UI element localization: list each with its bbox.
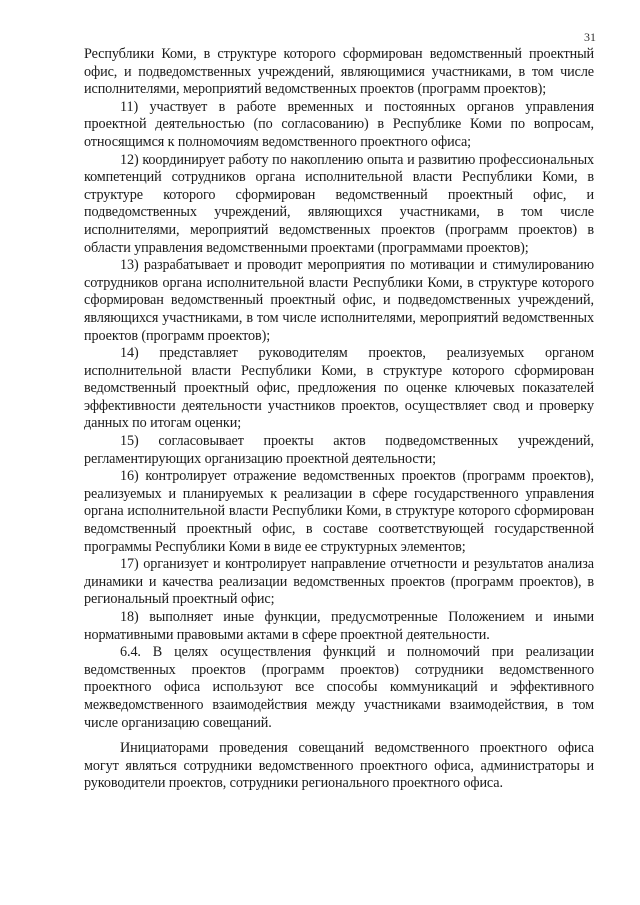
paragraph-item-11: 11) участвует в работе временных и постоянных органов управления проектной деятельностью (по согласованию) в Республике Коми по вопросам, относящимся к полномочиям ведомственного проектного офиса; [84,98,594,150]
paragraph-item-18: 18) выполняет иные функции, предусмотренные Положением и иными нормативными правовыми актами в сфере проектной деятельности. [84,609,594,643]
paragraph-item-15: 15) согласовывает проекты актов подведомственных учреждений, регламентирующих организацию проектной деятельности; [84,433,594,467]
paragraph-meeting-initiators: Инициаторами проведения совещаний ведомственного проектного офиса могут являться сотрудники ведомственного проектного офиса, администраторы и руководители проектов, сотрудники регионального проектного офиса. [84,740,594,792]
paragraph-section-6-4: 6.4. В целях осуществления функций и полномочий при реализации ведомственных проектов (программ проектов) сотрудники ведомственного проектного офиса используют все способы коммуникаций и эффективного межведомственного взаимодействия между участниками взаимодействия, в том числе организацию совещаний. [84,644,594,731]
paragraph-item-17: 17) организует и контролирует направление отчетности и результатов анализа динамики и качества реализации ведомственных проектов (программ проектов), в региональный проектный офис; [84,556,594,608]
paragraph-item-12: 12) координирует работу по накоплению опыта и развитию профессиональных компетенций сотрудников органа исполнительной власти Республики Коми, в структуре которого сформирован ведомственный проектный офис, и подведомственных учреждений, являющихся участниками, в том числе исполнителями, мероприятий ведомственных проектов (программ проектов) в области управления ведомственными проектами (программами проектов); [84,151,594,256]
paragraph-item-13: 13) разрабатывает и проводит мероприятия по мотивации и стимулированию сотрудников органа исполнительной власти Республики Коми, в структуре которого сформирован ведомственный проектный офис, и подведомственных учреждений, являющихся участниками, в том числе исполнителями, мероприятий ведомственных проектов (программ проектов); [84,257,594,344]
document-body [84,46,594,793]
page-number: 31 [584,30,596,44]
paragraph-item-14: 14) представляет руководителям проектов, реализуемых органом исполнительной власти Республики Коми, в структуре которого сформирован ведомственный проектный офис, предложения по оценке ключевых показателей эффективности деятельности участников проектов, осуществляет свод и проверку данных по итогам оценки; [84,345,594,432]
paragraph-item-16: 16) контролирует отражение ведомственных проектов (программ проектов), реализуемых и планируемых к реализации в сфере государственного управления органа исполнительной власти Республики Коми, в структуре которого сформирован ведомственный проектный офис, в составе соответствующей государственной программы Республики Коми в виде ее структурных элементов; [84,468,594,555]
paragraph-continuation: Республики Коми, в структуре которого сформирован ведомственный проектный офис, и подведомственных учреждений, являющимися участниками, в том числе исполнителями, мероприятий ведомственных проектов (программ проектов); [84,46,594,98]
